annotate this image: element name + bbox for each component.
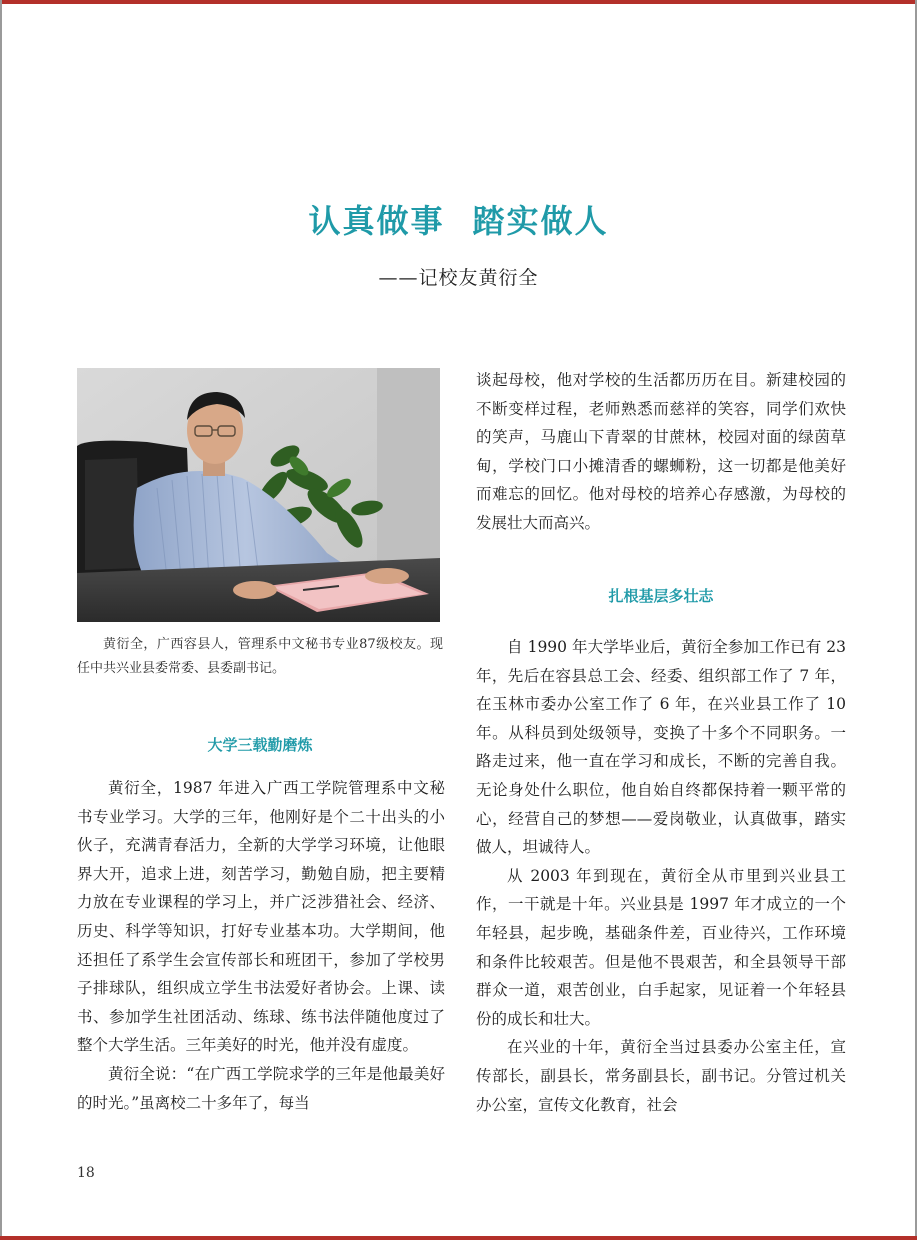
page-number: 18 — [77, 1165, 95, 1181]
paragraph: 谈起母校，他对学校的生活都历历在目。新建校园的不断变样过程，老师熟悉而慈祥的笑容，同学们欢快的笑声，马鹿山下青翠的甘蔗林，校园对面的绿茵草甸，学校门口小摊清香的螺蛳粉，这一切都是他美好而难忘的回忆。他对母校的培养心存感激，为母校的发展壮大而高兴。 — [476, 371, 846, 532]
right-column-continuation — [476, 366, 846, 538]
article-title — [0, 196, 917, 242]
bottom-rule — [0, 1236, 917, 1240]
paragraph: 在兴业的十年，黄衍全当过县委办公室主任，宣传部长，副县长，常务副县长，副书记。分管过机关办公室，宣传文化教育，社会 — [476, 1038, 846, 1114]
article-subtitle: ——记校友黄衍全 — [378, 267, 539, 289]
paragraph: 从 2003 年到现在，黄衍全从市里到兴业县工作，一干就是十年。兴业县是 1997 年才成立的一个年轻县，起步晚，基础条件差，百业待兴，工作环境和条件比较艰苦。但是他不畏艰苦，和全县领导干部群众一道，艰苦创业，白手起家，见证着一个年轻县份的成长和壮大。 — [476, 866, 846, 1028]
photo-caption: 黄衍全，广西容县人，管理系中文秘书专业87级校友。现任中共兴业县委常委、县委副书记。 — [77, 637, 443, 676]
right-column-text — [476, 633, 846, 1163]
page-border-left — [0, 0, 2, 1240]
top-rule — [0, 0, 917, 4]
paragraph: 黄衍全说：“在广西工学院求学的三年是他最美好的时光。”虽离校二十多年了，每当 — [77, 1064, 445, 1112]
portrait-photo — [77, 368, 440, 622]
section-heading-university: 大学三载勤磨炼 — [207, 736, 313, 754]
paragraph: 自 1990 年大学毕业后，黄衍全参加工作已有 23 年，先后在容县总工会、经委、组织部工作了 7 年，在玉林市委办公室工作了 6 年，在兴业县工作了 10 年。从科员到处级领导，变换了十多个不同职务。一路走过来，他一直在学习和成长，不断的完善自我。无论身处什么职位，他自始自终都保持着一颗平常的心，经营自己的梦想——爱岗敬业，认真做事，踏实做人，坦诚待人。 — [476, 638, 846, 857]
section-heading-grassroots: 扎根基层多壮志 — [608, 587, 714, 605]
article-title-part1: 认真做事 — [308, 202, 445, 240]
paragraph: 黄衍全，1987 年进入广西工学院管理系中文秘书专业学习。大学的三年，他刚好是个二十出头的小伙子，充满青春活力，全新的大学学习环境，让他眼界大开，追求上进，刻苦学习，勤勉自励，把主要精力放在专业课程的学习上，并广泛涉猎社会、经济、历史、科学等知识，打好专业基本功。大学期间，他还担任了系学生会宣传部长和班团干，参加了学校男子排球队，组织成立学生书法爱好者协会。上课、读书、参加学生社团活动、练球、练书法伴随他度过了整个大学生活。三年美好的时光，他并没有虚度。 — [77, 779, 445, 1055]
article-title-part2: 踏实做人 — [472, 202, 609, 240]
left-column-text — [77, 774, 445, 1162]
